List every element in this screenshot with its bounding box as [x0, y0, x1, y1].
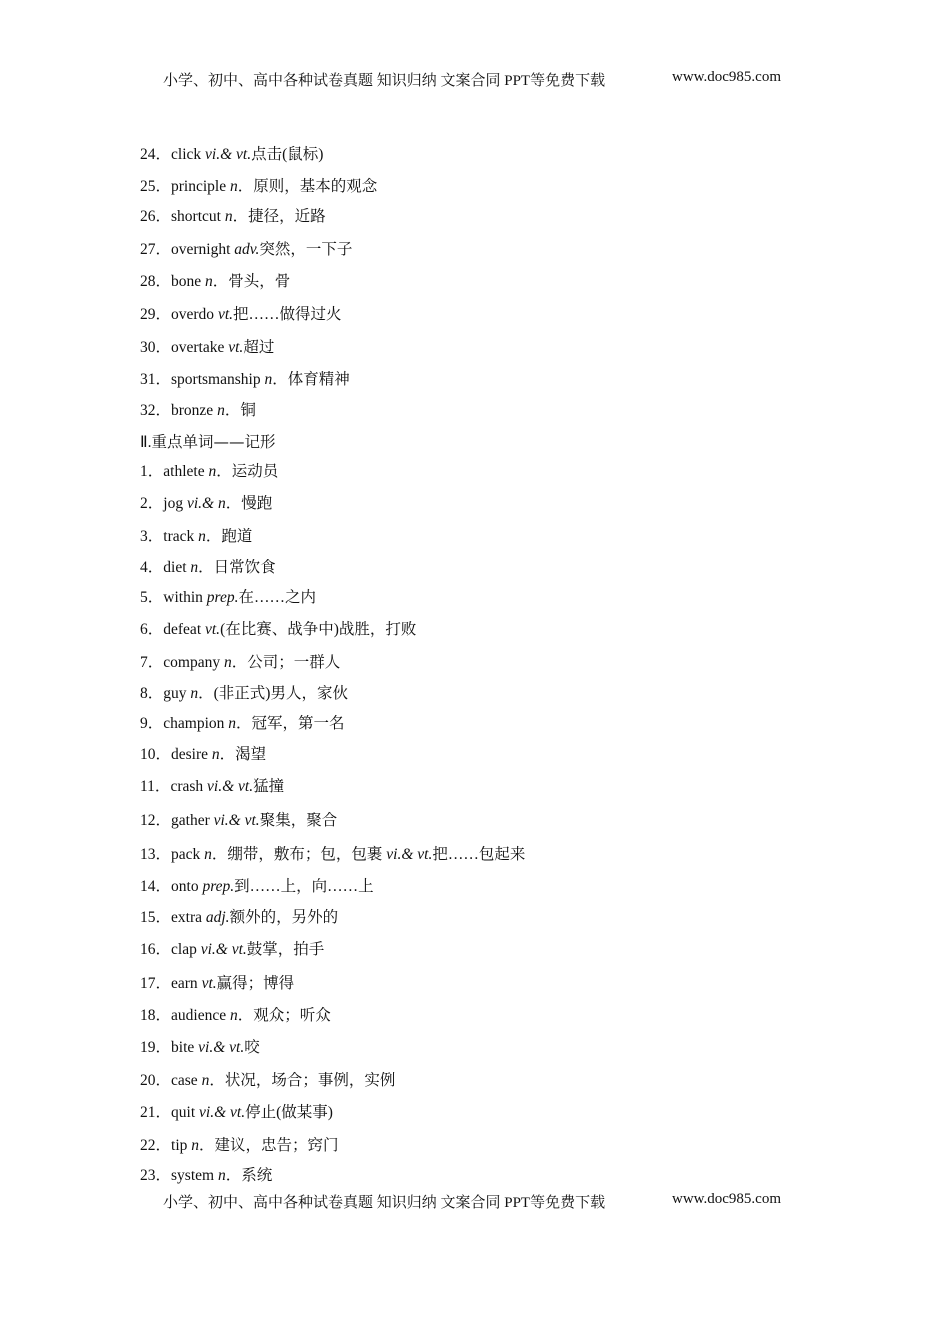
- vocab-meaning: ．公司；一群人: [231, 654, 341, 671]
- vocab-word: extra: [171, 909, 206, 926]
- vocab-number: 26．: [140, 208, 172, 225]
- vocab-word: bone: [171, 273, 206, 290]
- vocab-number: 25．: [140, 178, 172, 195]
- vocab-number: 31．: [140, 371, 172, 388]
- vocab-number: 4．: [140, 559, 164, 576]
- vocab-meaning: ．捷径，近路: [232, 208, 326, 225]
- vocab-part-of-speech: n: [190, 685, 199, 702]
- vocab-part-of-speech: n: [204, 846, 212, 863]
- vocab-row: [140, 777, 284, 797]
- vocab-row: [140, 1006, 331, 1026]
- vocab-number: 16．: [140, 941, 172, 958]
- vocab-part-of-speech: n: [217, 402, 225, 419]
- vocab-meaning: ．观众；听众: [237, 1007, 331, 1024]
- vocab-meaning: ．慢跑: [225, 495, 273, 512]
- vocab-number: 2．: [140, 495, 164, 512]
- header-text: 小学、初中、高中各种试卷真题 知识归纳 文案合同 PPT等免费下载: [163, 73, 606, 89]
- vocab-meaning: 把……做得过火: [233, 306, 342, 323]
- vocab-row: [140, 558, 276, 578]
- vocab-word: champion: [163, 715, 229, 732]
- vocab-meaning: 突然，一下子: [259, 241, 353, 258]
- vocab-row: [140, 207, 326, 227]
- vocab-meaning: ．运动员: [216, 463, 279, 480]
- vocab-word: quit: [171, 1104, 200, 1121]
- vocab-word: athlete: [163, 463, 209, 480]
- vocab-number: 21．: [140, 1104, 172, 1121]
- vocab-row: [140, 1136, 339, 1156]
- vocab-part-of-speech: n: [208, 463, 217, 480]
- vocab-number: 13．: [140, 846, 172, 863]
- vocab-meaning: 额外的，另外的: [229, 909, 339, 926]
- vocab-row: [140, 940, 324, 960]
- vocab-word: case: [171, 1072, 202, 1089]
- vocab-number: 22．: [140, 1137, 172, 1154]
- vocab-meaning: ．系统: [225, 1167, 273, 1184]
- vocab-row: [140, 588, 316, 608]
- vocab-row: [140, 305, 342, 325]
- vocab-part-of-speech: n: [264, 371, 273, 388]
- vocab-meaning: 咬: [244, 1039, 260, 1056]
- vocab-row: [140, 370, 350, 390]
- vocab-part-of-speech: n: [228, 715, 237, 732]
- vocab-word: click: [171, 146, 206, 163]
- vocab-part-of-speech: vt.: [205, 621, 221, 638]
- vocab-word: company: [163, 654, 224, 671]
- vocab-meaning: ．原则，基本的观念: [237, 178, 378, 195]
- vocab-word: pack: [171, 846, 205, 863]
- page-header: [163, 69, 803, 90]
- vocab-meaning: 在……之内: [238, 589, 316, 606]
- vocab-row: [140, 177, 377, 197]
- vocab-word: gather: [171, 812, 214, 829]
- vocab-part-of-speech: n: [190, 559, 199, 576]
- vocab-word: crash: [170, 778, 208, 795]
- vocab-row: [140, 145, 323, 165]
- vocab-row: [140, 1038, 260, 1058]
- vocab-number: 9．: [140, 715, 164, 732]
- vocab-meaning: (在比赛、战争中)战胜，打败: [220, 621, 417, 638]
- vocab-meaning: ．骨头，骨: [212, 273, 291, 290]
- vocab-number: 29．: [140, 306, 172, 323]
- vocab-row: [140, 811, 337, 831]
- vocab-number: 11．: [140, 778, 171, 795]
- footer-url: www.doc985.com: [672, 1191, 782, 1207]
- vocab-row: [140, 527, 252, 547]
- vocab-word: within: [163, 589, 207, 606]
- vocab-number: 3．: [140, 528, 164, 545]
- vocab-meaning: 鼓掌，拍手: [246, 941, 325, 958]
- header-url: www.doc985.com: [672, 69, 782, 85]
- vocab-word: overnight: [171, 241, 235, 258]
- vocab-word: overdo: [171, 306, 218, 323]
- vocab-word: tip: [171, 1137, 192, 1154]
- vocab-part-of-speech: vt.: [228, 339, 244, 356]
- vocab-row: [140, 653, 340, 673]
- vocab-meaning: ．日常饮食: [198, 559, 276, 576]
- vocab-word: defeat: [163, 621, 205, 638]
- vocab-word: bite: [171, 1039, 199, 1056]
- vocab-number: 12．: [140, 812, 172, 829]
- vocab-part-of-speech: n: [205, 273, 213, 290]
- vocab-part-of-speech: vi.& vt.: [207, 778, 254, 795]
- vocab-number: 32．: [140, 402, 172, 419]
- vocab-part-of-speech: vi.& vt.: [205, 146, 252, 163]
- vocab-word: principle: [171, 178, 230, 195]
- vocab-word: desire: [171, 746, 212, 763]
- footer-text: 小学、初中、高中各种试卷真题 知识归纳 文案合同 PPT等免费下载: [163, 1195, 606, 1211]
- vocab-number: 24．: [140, 146, 172, 163]
- vocab-number: 6．: [140, 621, 164, 638]
- vocab-part-of-speech: n: [191, 1137, 200, 1154]
- vocab-meaning: ．冠军，第一名: [236, 715, 345, 732]
- vocab-word: diet: [163, 559, 191, 576]
- vocab-word: bronze: [171, 402, 218, 419]
- vocab-row: [140, 401, 256, 421]
- vocab-number: 18．: [140, 1007, 172, 1024]
- vocab-part-of-speech: n: [229, 178, 238, 195]
- vocab-word: track: [163, 528, 199, 545]
- vocab-meaning: ．铜: [224, 402, 256, 419]
- section-heading: [140, 432, 276, 453]
- vocab-number: 28．: [140, 273, 172, 290]
- vocab-word: sportsmanship: [171, 371, 265, 388]
- vocab-word: system: [171, 1167, 218, 1184]
- vocab-meaning: ．渴望: [219, 746, 267, 763]
- vocab-number: 17．: [140, 975, 172, 992]
- vocab-meaning: ．建议，忠告；窍门: [199, 1137, 339, 1154]
- vocab-word: jog: [163, 495, 187, 512]
- vocab-number: 15．: [140, 909, 172, 926]
- vocab-part-of-speech: n: [229, 1007, 238, 1024]
- vocab-row: [140, 845, 525, 865]
- vocab-meaning: ．绷带，敷布；包，包裹: [211, 846, 387, 863]
- vocab-meaning: ．体育精神: [272, 371, 350, 388]
- vocab-part-of-speech: n: [223, 654, 232, 671]
- vocab-word: audience: [171, 1007, 230, 1024]
- vocab-word: clap: [171, 941, 201, 958]
- vocab-part-of-speech: vi.& vt.: [213, 812, 260, 829]
- vocab-meaning: 点击(鼠标): [251, 146, 324, 163]
- vocab-number: 23．: [140, 1167, 172, 1184]
- vocab-part-of-speech: vi.& vt.: [386, 846, 433, 863]
- vocab-meaning: 超过: [243, 339, 275, 356]
- vocab-row: [140, 338, 274, 358]
- vocab-row: [140, 1071, 395, 1091]
- vocab-part-of-speech: prep.: [202, 878, 235, 895]
- vocab-row: [140, 1103, 333, 1123]
- vocab-part-of-speech: n: [217, 1167, 226, 1184]
- vocab-number: 10．: [140, 746, 172, 763]
- vocab-part-of-speech: vi.& vt.: [200, 941, 247, 958]
- vocab-part-of-speech: vt.: [217, 306, 233, 323]
- vocab-row: [140, 684, 348, 704]
- vocab-row: [140, 620, 416, 640]
- vocab-row: [140, 908, 338, 928]
- vocab-number: 8．: [140, 685, 164, 702]
- vocab-word: earn: [171, 975, 202, 992]
- vocab-row: [140, 1166, 272, 1186]
- vocab-part-of-speech: n: [198, 528, 206, 545]
- vocab-part-of-speech: vi.& n: [186, 495, 226, 512]
- vocab-word: shortcut: [171, 208, 225, 225]
- vocab-row: [140, 745, 266, 765]
- vocab-row: [140, 240, 352, 260]
- vocab-word: onto: [171, 878, 203, 895]
- vocab-meaning: 把……包起来: [432, 846, 526, 863]
- vocab-number: 1．: [140, 463, 164, 480]
- vocab-meaning: 猛撞: [253, 778, 285, 795]
- vocab-number: 5．: [140, 589, 164, 606]
- vocab-row: [140, 714, 345, 734]
- vocab-part-of-speech: prep.: [206, 589, 239, 606]
- vocab-row: [140, 494, 272, 514]
- vocab-row: [140, 974, 294, 994]
- vocab-row: [140, 462, 278, 482]
- vocab-number: 27．: [140, 241, 172, 258]
- vocab-meaning: ．跑道: [205, 528, 253, 545]
- section-title: 重点单词——记形: [151, 433, 276, 451]
- vocab-number: 20．: [140, 1072, 172, 1089]
- vocab-part-of-speech: n: [224, 208, 233, 225]
- vocab-word: overtake: [171, 339, 229, 356]
- vocab-meaning: 停止(做某事): [245, 1104, 333, 1121]
- vocab-word: guy: [163, 685, 191, 702]
- vocab-part-of-speech: vi.& vt.: [198, 1039, 245, 1056]
- vocab-row: [140, 877, 374, 897]
- vocab-meaning: ．(非正式)男人，家伙: [198, 685, 348, 702]
- vocab-part-of-speech: vi.& vt.: [199, 1104, 246, 1121]
- vocab-part-of-speech: adv.: [234, 241, 260, 258]
- vocab-part-of-speech: n: [211, 746, 220, 763]
- vocab-meaning: 赢得；博得: [216, 975, 295, 992]
- page-footer: [163, 1191, 803, 1212]
- vocab-part-of-speech: adj.: [205, 909, 230, 926]
- vocab-number: 30．: [140, 339, 172, 356]
- vocab-part-of-speech: n: [201, 1072, 210, 1089]
- vocab-number: 7．: [140, 654, 164, 671]
- vocab-meaning: 聚集，聚合: [259, 812, 338, 829]
- vocab-row: [140, 272, 290, 292]
- vocab-number: 14．: [140, 878, 172, 895]
- vocab-meaning: 到……上，向……上: [234, 878, 374, 895]
- vocab-part-of-speech: vt.: [201, 975, 217, 992]
- section-number: Ⅱ.: [140, 434, 152, 451]
- vocab-meaning: ．状况，场合；事例，实例: [209, 1072, 396, 1089]
- vocab-number: 19．: [140, 1039, 172, 1056]
